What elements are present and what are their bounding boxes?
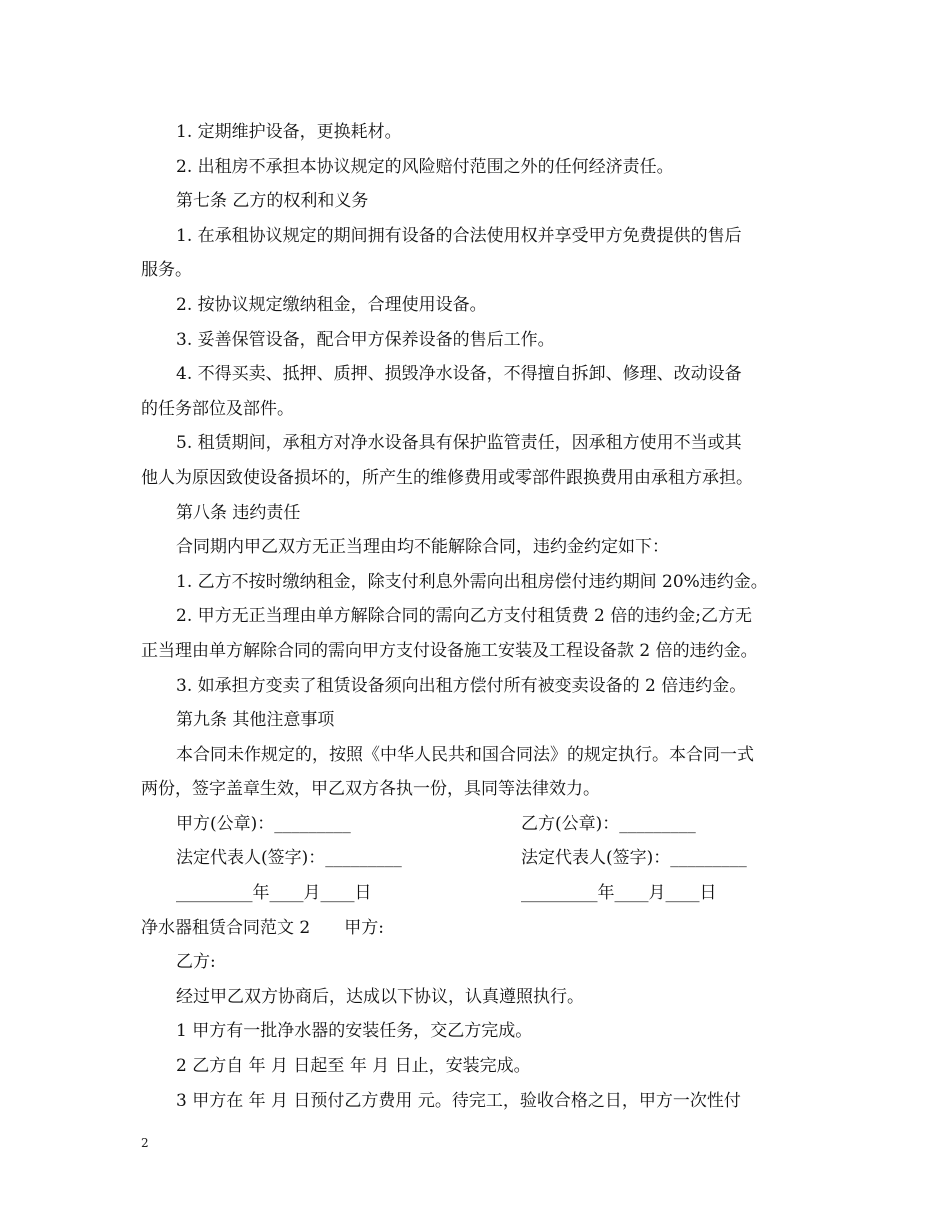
paragraph-line: 服务。 — [141, 260, 192, 281]
paragraph-line: 正当理由单方解除合同的需向甲方支付设备施工安装及工程设备款 2 倍的违约金。 — [141, 640, 758, 661]
party-a-signature-field: _________年____月____日 — [176, 883, 372, 904]
paragraph-line: 两份，签字盖章生效，甲乙双方各执一份，具同等法律效力。 — [141, 779, 600, 800]
signature-row — [141, 841, 809, 876]
paragraph-line: 3. 妥善保管设备，配合甲方保养设备的售后工作。 — [176, 329, 555, 350]
party-a-signature-field: 法定代表人(签字)：_________ — [176, 848, 402, 869]
paragraph-line: 5. 租赁期间，承租方对净水设备具有保护监管责任，因承租方使用不当或其 — [176, 433, 742, 454]
paragraph-line: 2. 按协议规定缴纳租金，合理使用设备。 — [176, 294, 487, 315]
paragraph-line: 2 乙方自 年 月 日起至 年 月 日止，安装完成。 — [176, 1056, 531, 1077]
paragraph-line: 3. 如承担方变卖了租赁设备须向出租方偿付所有被变卖设备的 2 倍违约金。 — [176, 675, 747, 696]
page-number: 2 — [141, 1136, 149, 1150]
paragraph-line: 1 甲方有一批净水器的安装任务，交乙方完成。 — [176, 1021, 533, 1042]
party-b-signature-field: _________年____月____日 — [521, 883, 717, 904]
paragraph-line: 净水器租赁合同范文 2 甲方: — [141, 917, 384, 938]
paragraph-line: 2. 甲方无正当理由单方解除合同的需向乙方支付租赁费 2 倍的违约金;乙方无 — [176, 606, 752, 627]
paragraph-line: 4. 不得买卖、抵押、质押、损毁净水设备，不得擅自拆卸、修理、改动设备 — [176, 364, 742, 385]
paragraph-line: 第八条 违约责任 — [176, 502, 301, 523]
document-body — [141, 115, 809, 1118]
paragraph-line: 本合同未作规定的，按照《中华人民共和国合同法》的规定执行。本合同一式 — [176, 744, 754, 765]
paragraph-line: 1. 在承租协议规定的期间拥有设备的合法使用权并享受甲方免费提供的售后 — [176, 225, 742, 246]
paragraph-line: 乙方: — [176, 952, 216, 973]
paragraph-line: 经过甲乙双方协商后，达成以下协议，认真遵照执行。 — [176, 986, 584, 1007]
paragraph-line: 他人为原因致使设备损坏的，所产生的维修费用或零部件跟换费用由承租方承担。 — [141, 467, 753, 488]
signature-row — [141, 807, 809, 842]
paragraph-line: 的任务部位及部件。 — [141, 398, 294, 419]
signature-row — [141, 876, 809, 911]
paragraph-line: 1. 定期维护设备，更换耗材。 — [176, 122, 402, 142]
party-b-signature-field: 法定代表人(签字)：_________ — [521, 848, 747, 869]
paragraph-line: 2. 出租房不承担本协议规定的风险赔付范围之外的任何经济责任。 — [176, 156, 674, 177]
party-b-signature-field: 乙方(公章)：_________ — [521, 813, 696, 834]
paragraph-line: 第七条 乙方的权利和义务 — [176, 191, 369, 212]
party-a-signature-field: 甲方(公章)：_________ — [176, 813, 351, 834]
paragraph-line: 第九条 其他注意事项 — [176, 710, 335, 731]
paragraph-line: 3 甲方在 年 月 日预付乙方费用 元。待完工，验收合格之日，甲方一次性付 — [176, 1090, 741, 1111]
signature-block — [141, 807, 809, 911]
contract-clauses — [141, 115, 809, 807]
paragraph-line: 合同期内甲乙双方无正当理由均不能解除合同，违约金约定如下： — [176, 537, 669, 558]
second-contract — [141, 911, 809, 1119]
paragraph-line: 1. 乙方不按时缴纳租金，除支付利息外需向出租房偿付违约期间 20%违约金。 — [176, 571, 768, 592]
